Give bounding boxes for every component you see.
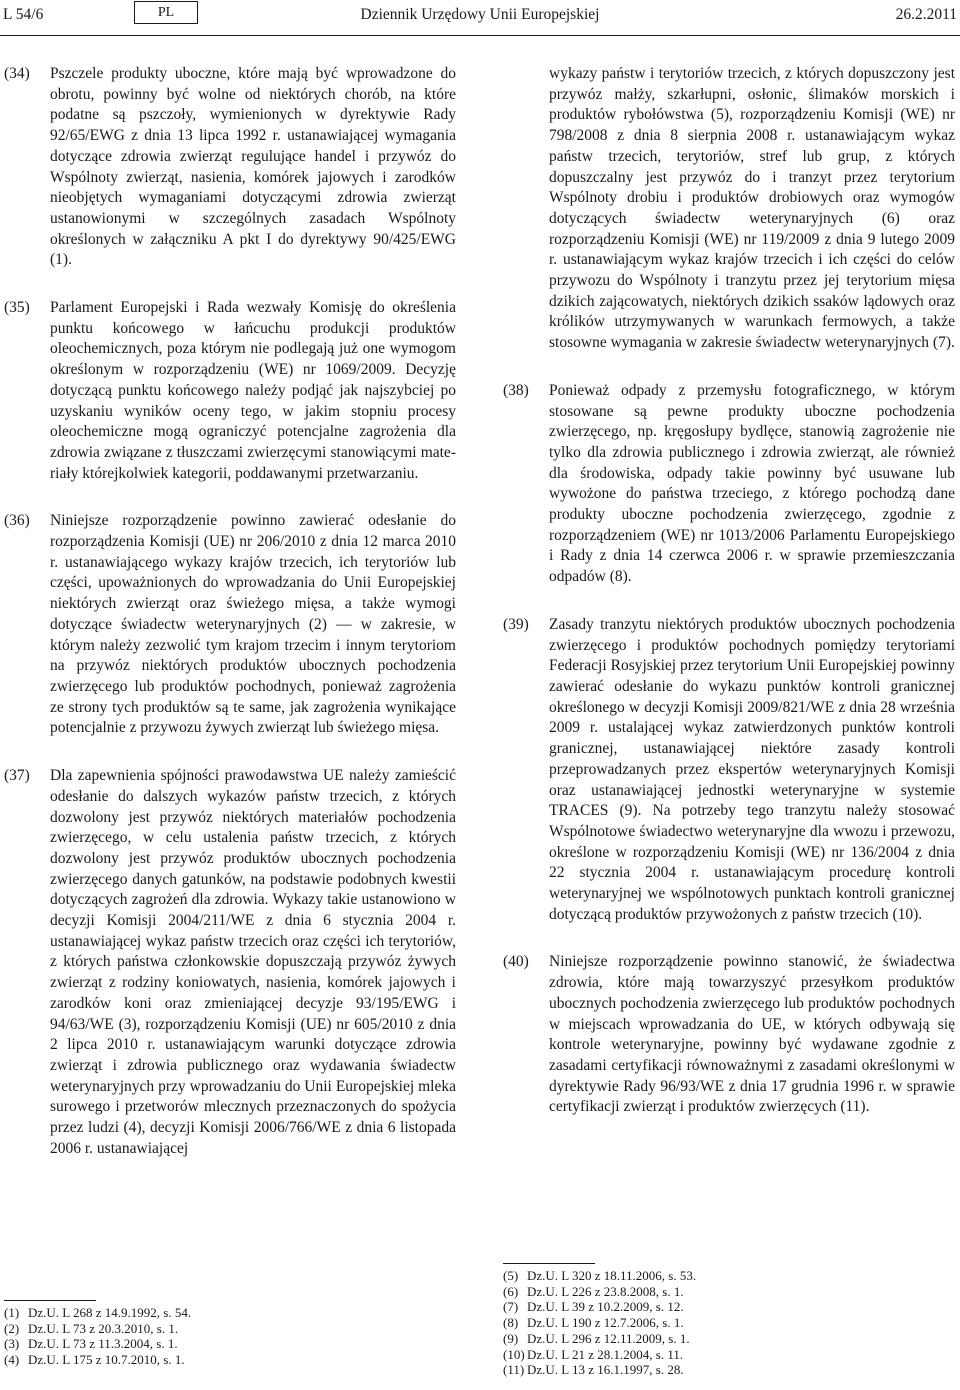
recital-36 <box>4 511 456 739</box>
footnote-text: Dz.U. L 73 z 20.3.2010, s. 1. <box>28 1320 179 1336</box>
footnote <box>4 1352 191 1368</box>
footnote-text: Dz.U. L 73 z 11.3.2004, s. 1. <box>28 1336 178 1352</box>
header-rule <box>0 35 960 36</box>
footnote <box>503 1331 696 1347</box>
recital-37 <box>4 766 456 1159</box>
recital-38 <box>503 381 955 588</box>
recital-40 <box>503 952 955 1118</box>
footnote <box>4 1321 191 1337</box>
footnote-mark: (10) <box>503 1346 525 1362</box>
footnote <box>503 1347 696 1363</box>
recital-text: Zasady tranzytu niektórych produktów ubocznych pochodzenia zwierzęcego i produktów pochodnych pomiędzy terytoriami Federacji Rosyjskiej przez terytorium Unii Europejskiej powinny zawierać odesłanie do wykazu punktów kontroli granicznej określonego w decyzji Komisji 2009/821/WE z dnia 28 września 2009 r. ustalającej wykaz zatwierdzonych punktów kontroli granicznej, ustanawiającej niektóre zasady kontroli przeprowadzanych przez ekspertów weterynaryjnych Komisji oraz ustanawiającej jednostki weterynaryjne w systemie TRACES (9). Na potrzeby tego tranzytu należy stosować Wspólnotowe świadectwo weterynaryjne dla wwozu i przewozu, określone w rozporządzeniu Komisji (WE) nr 136/2004 z dnia 22 stycznia 2004 r. ustanawiającym procedurę kontroli weterynaryjnej we wspólnotowych punktach kontroli granicznej dotyczącą produktów przywożonych z państw trzecich (10). <box>549 615 955 923</box>
footnote-mark: (4) <box>4 1352 20 1368</box>
footnote <box>4 1336 191 1352</box>
footnote-rule <box>503 1263 595 1264</box>
footnote-mark: (1) <box>4 1305 20 1320</box>
footnote-mark: (9) <box>503 1330 519 1346</box>
left-column <box>4 64 456 1186</box>
footnote-rule <box>4 1300 96 1301</box>
recital-text: Ponieważ odpady z przemysłu fotograficznego, w którym stosowane są pewne produkty uboczne pochodzenia zwierzęcego, np. kręgosłupy bydlęce, stanowią zagrożenie nie tylko dla zdrowia publicznego i zdrowia zwierząt, ale również dla środowiska, odpady takie powinny być usuwane lub wywożone do państwa trzeciego, z którego pochodzą dane produkty uboczne pochodzenia zwierzęcego, zgodnie z rozporządzeniem (WE) nr 1013/2006 Parlamentu Europejskiego i Rady z dnia 14 czerwca 2006 r. w sprawie przemieszczania odpadów (8). <box>549 381 955 586</box>
recital-number: (38) <box>503 381 529 399</box>
language-badge: PL <box>134 1 198 24</box>
recital-text: Dla zapewnienia spójności prawodawstwa UE należy zamieścić odesłanie do dalszych wykazów państw trzecich, z których dozwolony jest przywóz niektórych materiałów pochodzenia zwierzęcego, w celu ustalenia państw trzecich, z których dozwolony jest przywóz produktów ubocznych pochodzenia zwierzęcego danych gatunków, na podstawie podobnych kwestii dotyczących zagrożeń dla zdrowia. Wykazy takie ustanowiono w decyzji Komisji 2004/211/WE z dnia 6 stycznia 2004 r. ustanawiającej wykaz państw trzecich oraz części ich terytoriów, z których państwa członkowskie dopuszczają przywóz żywych zwierząt z rodziny koniowatych, nasienia, komórek jajowych i zarodków koni oraz zmieniającej decyzje 93/195/EWG i 94/63/WE (3), rozporządzeniu Komisji (UE) nr 605/2010 z dnia 2 lipca 2010 r. ustanawiającym warunki dotyczące zdrowia zwierząt i zdrowia publicznego oraz wydawania świadectw weterynaryjnych przy wprowadzaniu do Unii Europejskiej mleka surowego i przetworów mlecznych przeznaczonych do spożycia przez ludzi (4), decyzji Komisji 2006/766/WE z dnia 6 listopada 2006 r. ustanawiającej <box>50 767 456 1157</box>
footnote-mark: (5) <box>503 1268 519 1283</box>
footnote-text: Dz.U. L 320 z 18.11.2006, s. 53. <box>527 1268 697 1283</box>
footnote-text: Dz.U. L 21 z 28.1.2004, s. 11. <box>527 1346 684 1362</box>
footnotes-right <box>503 1263 696 1378</box>
page-number: L 54/6 <box>3 6 44 23</box>
footnote-mark: (11) <box>503 1362 525 1378</box>
recital-number: (36) <box>4 512 30 530</box>
recital-number: (37) <box>4 767 30 785</box>
recital-37-continuation: wykazy państw i terytoriów trzecich, z których dopuszczony jest przywóz małży, szkarłupni, osłonic, ślimaków morskich i produktów rybołówstwa (5), rozporządzeniu Komisji (WE) nr 798/2008 z dnia 8 sierpnia 2008 r. ustanawiającym wykaz państw trzecich, terytoriów, stref lub grup, z których dopuszczalny jest przywóz do i tranzyt przez terytorium Wspólnoty drobiu i produktów drobiowych oraz wymogów dotyczących świadectw weterynaryjnych (6) oraz rozporządzeniu Komisji (WE) nr 119/2009 z dnia 9 lutego 2009 r. ustanawiającym wykaz krajów trzecich i ich części do celów przywozu do Wspólnoty i tranzytu przez jej terytorium mięsa dzikich zającowatych, niektórych dzikich ssaków lądowych oraz królików utrzymywanych w warunkach fermowych, a także stosowne wymagania w zakresie świadectw weterynaryjnych (7). <box>549 65 955 352</box>
recital-34 <box>4 64 456 271</box>
footnote-mark: (3) <box>4 1336 20 1352</box>
footnote <box>503 1315 696 1331</box>
recital-text: Parlament Europejski i Rada wezwały Komisję do określenia punktu końcowego w łańcuchu produkcji produktów oleochemicznych, poza którym nie podlegają już one wymogom określonym w rozporządzeniu (WE) nr 1069/2009. Decyzję dotyczącą punktu końcowego należy podjąć jak najszybciej po uzyskaniu wyników oceny tego, w jakim stopniu procesy oleochemiczne mogą ograniczyć potencjalne zagrożenia dla zdrowia związane z tłuszczami zwierzęcymi stanowiącymi materiały którejkolwiek kategorii, poddawanymi przetwarzaniu. <box>50 299 456 482</box>
recital-35 <box>4 298 456 484</box>
page-header <box>0 0 960 40</box>
footnote <box>503 1284 696 1300</box>
recital-number: (34) <box>4 65 30 82</box>
footnote <box>4 1305 191 1321</box>
right-column <box>503 64 955 1145</box>
footnote-text: Dz.U. L 296 z 12.11.2009, s. 1. <box>527 1330 690 1346</box>
footnotes-left <box>4 1300 191 1368</box>
recital-39 <box>503 615 955 926</box>
journal-title: Dziennik Urzędowy Unii Europejskiej <box>360 6 600 23</box>
footnote <box>503 1362 696 1378</box>
footnote <box>503 1299 696 1315</box>
footnote-text: Dz.U. L 13 z 16.1.1997, s. 28. <box>527 1362 684 1378</box>
footnote-text: Dz.U. L 39 z 10.2.2009, s. 12. <box>527 1299 684 1315</box>
footnote-text: Dz.U. L 175 z 10.7.2010, s. 1. <box>28 1352 185 1368</box>
recital-number: (39) <box>503 615 529 633</box>
recital-text: Niniejsze rozporządzenie powinno zawierać odesłanie do rozporządzenia Komisji (UE) nr 206/2010 z dnia 12 marca 2010 r. ustanawiającego wykazy krajów trzecich, ich terytoriów lub części, upoważnionych do wprowadzania do Unii Europejskiej niektórych zwierząt oraz świeżego mięsa, a także wymogi dotyczące świadectw weterynaryjnych (2) — w zakresie, w którym należy zezwolić tym krajom trzecim i innym terytoriom na przywóz niektórych produktów ubocznych pochodzenia zwierzęcego lub produktów pochodnych, ponieważ zagrożenia ze strony tych produktów są te same, jak zagrożenia wynikające potencjalnie z przywozu żywych zwierząt lub świeżego mięsa. <box>50 512 456 737</box>
footnote-text: Dz.U. L 190 z 12.7.2006, s. 1. <box>527 1315 684 1331</box>
footnote <box>503 1268 696 1284</box>
recital-text: Niniejsze rozporządzenie powinno stanowić, że świadectwa zdrowia, które mają towarzyszyć przesyłkom produktów ubocznych pochodzenia zwierzęcego lub produktów pochodnych w miejscach wprowadzania do UE, w których odbywają się kontrole weterynaryjne, powinny być wydawane zgodnie z zasadami certyfikacji równoważnymi z zasadami określonymi w dyrektywie Rady 96/93/WE z dnia 17 grudnia 1996 r. w sprawie certyfikacji zwierząt i produktów zwierzęcych (11). <box>549 953 955 1116</box>
footnote-text: Dz.U. L 226 z 23.8.2008, s. 1. <box>527 1283 684 1299</box>
recital-number: (40) <box>503 953 529 971</box>
footnote-text: Dz.U. L 268 z 14.9.1992, s. 54. <box>28 1305 192 1320</box>
footnote-mark: (7) <box>503 1299 519 1315</box>
footnote-mark: (6) <box>503 1283 519 1299</box>
recital-text: Pszczele produkty uboczne, które mają być wprowadzone do obrotu, powinny być wolne od niektórych chorób, na które podatne są pszczoły, wymienionych w dyrektywie Rady 92/65/EWG z dnia 13 lipca 1992 r. ustanawiającej wymagania dotyczące zdrowia zwierząt regulujące handel i przywóz do Wspólnoty zwierząt, nasienia, komórek jajowych i zarodków nieobjętych wymaganiami dotyczącymi zdrowia zwierząt ustanowionymi w szczególnych zasadach Wspólnoty określonych w załączniku A pkt I do dyrektywy 90/425/EWG (1). <box>50 65 456 269</box>
publication-date: 26.2.2011 <box>895 6 957 23</box>
recital-number: (35) <box>4 299 30 317</box>
footnote-mark: (2) <box>4 1320 20 1336</box>
footnote-mark: (8) <box>503 1315 519 1331</box>
